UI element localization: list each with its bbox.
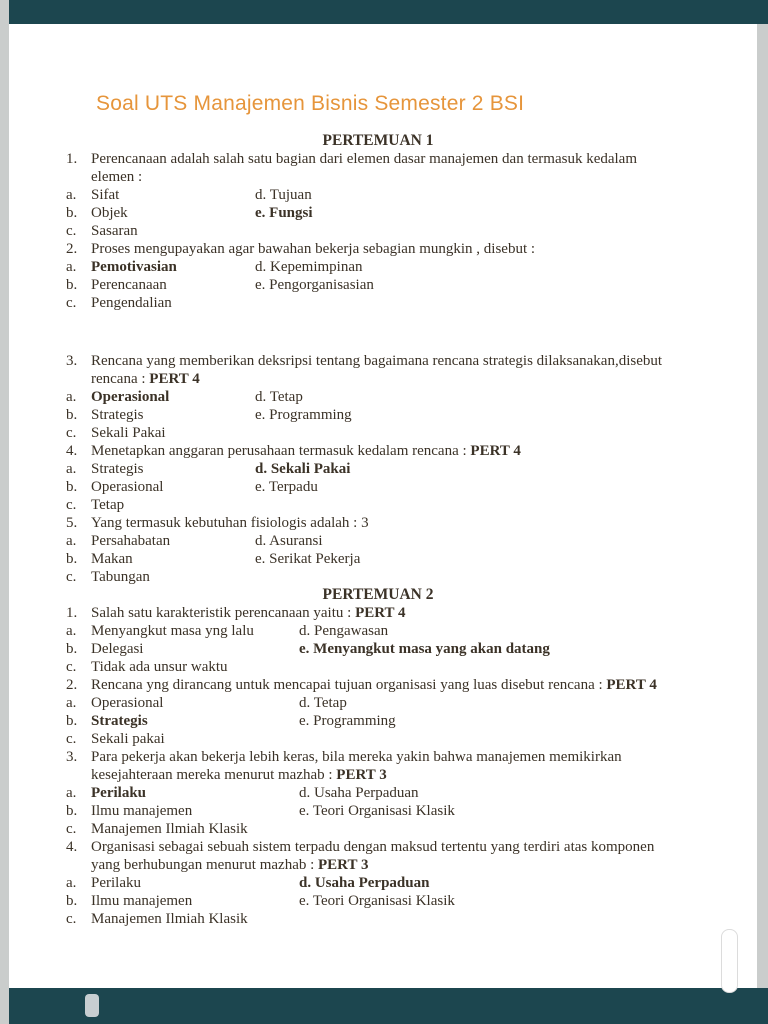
- option-row: [66, 478, 690, 496]
- question-ref-bold: PERT 3: [336, 767, 387, 783]
- question-text: kesejahteraan mereka menurut mazhab :: [91, 767, 337, 783]
- option-text: Tabungan: [91, 569, 150, 585]
- section-heading-text: PERTEMUAN 1: [322, 132, 434, 149]
- option-letter: a.: [66, 533, 77, 549]
- section-heading: [66, 586, 690, 604]
- question-number: 1.: [66, 151, 78, 167]
- option-letter: a.: [66, 389, 77, 405]
- option-text: Strategis: [91, 407, 144, 423]
- option-col2: e. Teori Organisasi Klasik: [299, 893, 455, 909]
- option-letter: a.: [66, 875, 77, 891]
- question-number: 1.: [66, 605, 78, 621]
- option-row: [66, 258, 690, 276]
- question-number: 3.: [66, 749, 78, 765]
- option-text: Sasaran: [91, 223, 138, 239]
- viewer-side-strip-right: [757, 24, 768, 988]
- option-col2: d. Usaha Perpaduan: [299, 785, 419, 801]
- option-col2: d. Tetap: [299, 695, 347, 711]
- option-row: [66, 222, 690, 240]
- option-text: Sekali Pakai: [91, 425, 166, 441]
- option-col2: e. Fungsi: [255, 205, 313, 221]
- option-row: [66, 532, 690, 550]
- option-col2: e. Teori Organisasi Klasik: [299, 803, 455, 819]
- option-text: Ilmu manajemen: [91, 893, 193, 909]
- option-row: [66, 712, 690, 730]
- option-letter: b.: [66, 893, 78, 909]
- option-text: Pengendalian: [91, 295, 172, 311]
- option-text: Delegasi: [91, 641, 144, 657]
- option-col2: d. Usaha Perpaduan: [299, 875, 430, 891]
- question-line: [66, 240, 690, 258]
- option-letter: c.: [66, 223, 77, 239]
- option-col2: e. Terpadu: [255, 479, 318, 495]
- question-line: [66, 514, 690, 532]
- question-line: [66, 856, 690, 874]
- option-letter: c.: [66, 497, 77, 513]
- option-text: Strategis: [91, 713, 148, 729]
- question-text: Para pekerja akan bekerja lebih keras, bila mereka yakin bahwa manajemen memikirkan: [91, 749, 622, 765]
- option-text: Pemotivasian: [91, 259, 177, 275]
- option-col2: e. Menyangkut masa yang akan datang: [299, 641, 550, 657]
- option-text: Operasional: [91, 695, 164, 711]
- question-number: 2.: [66, 677, 78, 693]
- question-text: yang berhubungan menurut mazhab :: [91, 857, 319, 873]
- question-ref-bold: PERT 4: [470, 443, 521, 459]
- option-text: Sekali pakai: [91, 731, 165, 747]
- question-text: Menetapkan anggaran perusahaan termasuk kedalam rencana :: [91, 443, 471, 459]
- question-text: Perencanaan adalah salah satu bagian dari elemen dasar manajemen dan termasuk kedalam: [91, 151, 637, 167]
- option-letter: a.: [66, 187, 77, 203]
- option-row: [66, 640, 690, 658]
- option-letter: c.: [66, 569, 77, 585]
- option-col2: e. Programming: [255, 407, 352, 423]
- option-row: [66, 388, 690, 406]
- option-col2: e. Pengorganisasian: [255, 277, 374, 293]
- question-ref-bold: PERT 4: [355, 605, 406, 621]
- question-line: [66, 168, 690, 186]
- question-line: [66, 370, 690, 388]
- question-text: Rencana yang memberikan deksripsi tentang bagaimana rencana strategis dilaksanakan,disebut: [91, 353, 663, 369]
- question-line: [66, 748, 690, 766]
- option-letter: c.: [66, 821, 77, 837]
- option-row: [66, 784, 690, 802]
- question-text: Salah satu karakteristik perencanaan yaitu :: [91, 605, 356, 621]
- scrollbar-thumb[interactable]: [721, 929, 738, 993]
- option-col2: d. Pengawasan: [299, 623, 389, 639]
- option-letter: a.: [66, 695, 77, 711]
- option-text: Tidak ada unsur waktu: [91, 659, 228, 675]
- question-text: rencana :: [91, 371, 150, 387]
- option-row: [66, 892, 690, 910]
- question-text: elemen :: [91, 169, 143, 185]
- question-text: Proses mengupayakan agar bawahan bekerja sebagian mungkin , disebut :: [91, 241, 536, 257]
- question-ref-bold: PERT 4: [149, 371, 200, 387]
- question-line: [66, 150, 690, 168]
- question-text: Organisasi sebagai sebuah sistem terpadu dengan maksud tertentu yang terdiri atas komponen: [91, 839, 655, 855]
- option-col2: e. Programming: [299, 713, 396, 729]
- viewer-bottom-bar: [9, 988, 768, 1024]
- document-title: Soal UTS Manajemen Bisnis Semester 2 BSI: [96, 92, 525, 115]
- option-text: Menyangkut masa yng lalu: [91, 623, 254, 639]
- option-row: [66, 622, 690, 640]
- question-text: Yang termasuk kebutuhan fisiologis adalah : 3: [91, 515, 369, 531]
- option-letter: c.: [66, 425, 77, 441]
- option-row: [66, 460, 690, 478]
- option-text: Perilaku: [91, 785, 146, 801]
- option-letter: b.: [66, 803, 78, 819]
- question-ref-bold: PERT 4: [606, 677, 657, 693]
- option-row: [66, 910, 690, 928]
- viewer-side-strip-left: [0, 0, 9, 1024]
- question-ref-bold: PERT 3: [318, 857, 369, 873]
- option-row: [66, 802, 690, 820]
- option-letter: c.: [66, 731, 77, 747]
- option-letter: c.: [66, 911, 77, 927]
- option-text: Manajemen Ilmiah Klasik: [91, 821, 248, 837]
- option-letter: b.: [66, 205, 78, 221]
- option-letter: b.: [66, 479, 78, 495]
- question-number: 3.: [66, 353, 78, 369]
- option-col2: d. Tetap: [255, 389, 303, 405]
- option-text: Manajemen Ilmiah Klasik: [91, 911, 248, 927]
- scroll-indicator-pill[interactable]: [85, 994, 99, 1017]
- option-letter: b.: [66, 277, 78, 293]
- question-line: [66, 676, 690, 694]
- option-col2: d. Asuransi: [255, 533, 323, 549]
- question-text: Rencana yng dirancang untuk mencapai tujuan organisasi yang luas disebut rencana :: [91, 677, 607, 693]
- option-row: [66, 186, 690, 204]
- option-letter: a.: [66, 259, 77, 275]
- option-row: [66, 294, 690, 312]
- option-text: Perilaku: [91, 875, 141, 891]
- question-line: [66, 838, 690, 856]
- option-letter: c.: [66, 295, 77, 311]
- option-text: Perencanaan: [91, 277, 167, 293]
- option-row: [66, 496, 690, 514]
- option-col2: e. Serikat Pekerja: [255, 551, 361, 567]
- document-rows: [66, 132, 690, 928]
- option-col2: d. Tujuan: [255, 187, 312, 203]
- option-text: Ilmu manajemen: [91, 803, 193, 819]
- option-letter: b.: [66, 407, 78, 423]
- question-number: 5.: [66, 515, 78, 531]
- option-text: Operasional: [91, 389, 170, 405]
- question-number: 4.: [66, 839, 78, 855]
- option-letter: c.: [66, 659, 77, 675]
- option-row: [66, 276, 690, 294]
- option-row: [66, 658, 690, 676]
- option-row: [66, 874, 690, 892]
- option-row: [66, 406, 690, 424]
- option-text: Makan: [91, 551, 133, 567]
- option-letter: a.: [66, 461, 77, 477]
- option-row: [66, 694, 690, 712]
- section-heading: [66, 132, 690, 150]
- option-text: Operasional: [91, 479, 164, 495]
- option-row: [66, 550, 690, 568]
- option-col2: d. Kepemimpinan: [255, 259, 363, 275]
- option-text: Strategis: [91, 461, 144, 477]
- question-number: 4.: [66, 443, 78, 459]
- option-row: [66, 568, 690, 586]
- option-row: [66, 820, 690, 838]
- option-text: Objek: [91, 205, 128, 221]
- question-line: [66, 352, 690, 370]
- option-letter: b.: [66, 713, 78, 729]
- option-col2: d. Sekali Pakai: [255, 461, 351, 477]
- spacer: [66, 312, 690, 352]
- option-letter: a.: [66, 623, 77, 639]
- option-letter: b.: [66, 641, 78, 657]
- option-row: [66, 424, 690, 442]
- viewer-top-bar: [9, 0, 768, 24]
- option-text: Persahabatan: [91, 533, 171, 549]
- question-line: [66, 604, 690, 622]
- section-heading-text: PERTEMUAN 2: [322, 586, 434, 603]
- option-text: Sifat: [91, 187, 120, 203]
- option-row: [66, 204, 690, 222]
- question-line: [66, 766, 690, 784]
- option-letter: a.: [66, 785, 77, 801]
- question-number: 2.: [66, 241, 78, 257]
- option-letter: b.: [66, 551, 78, 567]
- option-text: Tetap: [91, 497, 125, 513]
- question-line: [66, 442, 690, 460]
- option-row: [66, 730, 690, 748]
